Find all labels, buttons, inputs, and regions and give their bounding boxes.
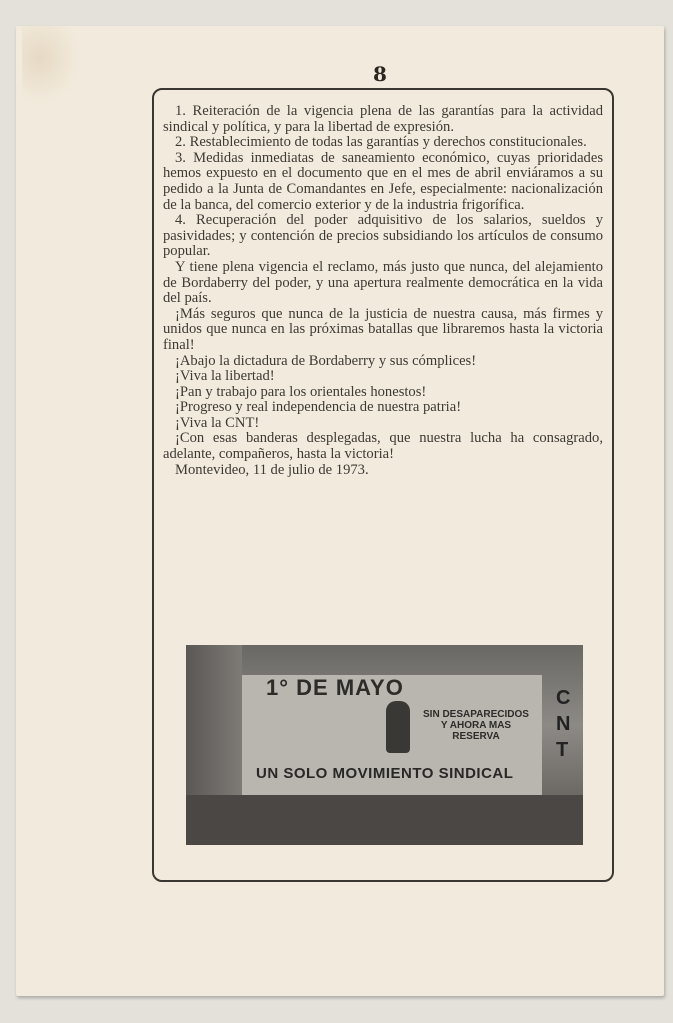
cheer-line: ¡Progreso y real independencia de nuestra patria! <box>175 399 462 416</box>
document-body <box>163 104 603 478</box>
page-number: 8 <box>373 62 387 86</box>
protest-photo <box>186 645 583 845</box>
cheer-line: ¡Viva la libertad! <box>175 368 275 385</box>
cheer-line: ¡Pan y trabajo para los orientales honestos! <box>175 383 427 400</box>
figure-silhouette <box>386 701 410 753</box>
paragraph-3: 3. Medidas inmediatas de saneamiento económico, cuyas prioridades hemos expuesto en el documento que en el mes de abril enviáramos a su pedido a la Junta de Comandantes en Jefe, especialmente: nacionalización de la banca, del comercio exterior y de la industria frigorífica. <box>163 149 603 213</box>
paragraph-5: Y tiene plena vigencia el reclamo, más justo que nunca, del alejamiento de Bordaberry del poder, y una apertura realmente democrática en la vida del país. <box>163 258 603 307</box>
closing-line: ¡Con esas banderas desplegadas, que nuestra lucha ha consagrado, adelante, compañeros, hasta la victoria! <box>163 430 603 463</box>
paragraph-4: 4. Recuperación del poder adquisitivo de los salarios, sueldos y pasividades; y contención de precios subsidiando los artículos de consumo popular. <box>163 212 603 260</box>
signature-date: Montevideo, 11 de julio de 1973. <box>175 461 369 478</box>
banner-bottom-text: UN SOLO MOVIMIENTO SINDICAL <box>256 765 514 782</box>
banner-side-letters: C N T <box>556 687 571 761</box>
paragraph-2: 2. Restablecimiento de todas las garantías y derechos constitucionales. <box>175 134 587 151</box>
paragraph-6: ¡Más seguros que nunca de la justicia de nuestra causa, más firmes y unidos que nunca en las próximas batallas que libraremos hasta la victoria final! <box>163 305 603 353</box>
banner-subtitle: SIN DESAPARECIDOS Y AHORA MAS RESERVA <box>423 709 529 742</box>
cheer-line: ¡Abajo la dictadura de Bordaberry y sus cómplices! <box>175 352 477 369</box>
cheer-line: ¡Viva la CNT! <box>175 414 260 431</box>
crowd <box>186 795 583 845</box>
paragraph-1: 1. Reiteración de la vigencia plena de las garantías para la actividad sindical y política, y para la libertad de expresión. <box>163 103 603 135</box>
banner-title: 1° DE MAYO <box>266 675 404 700</box>
photo-left-banner <box>186 645 242 795</box>
